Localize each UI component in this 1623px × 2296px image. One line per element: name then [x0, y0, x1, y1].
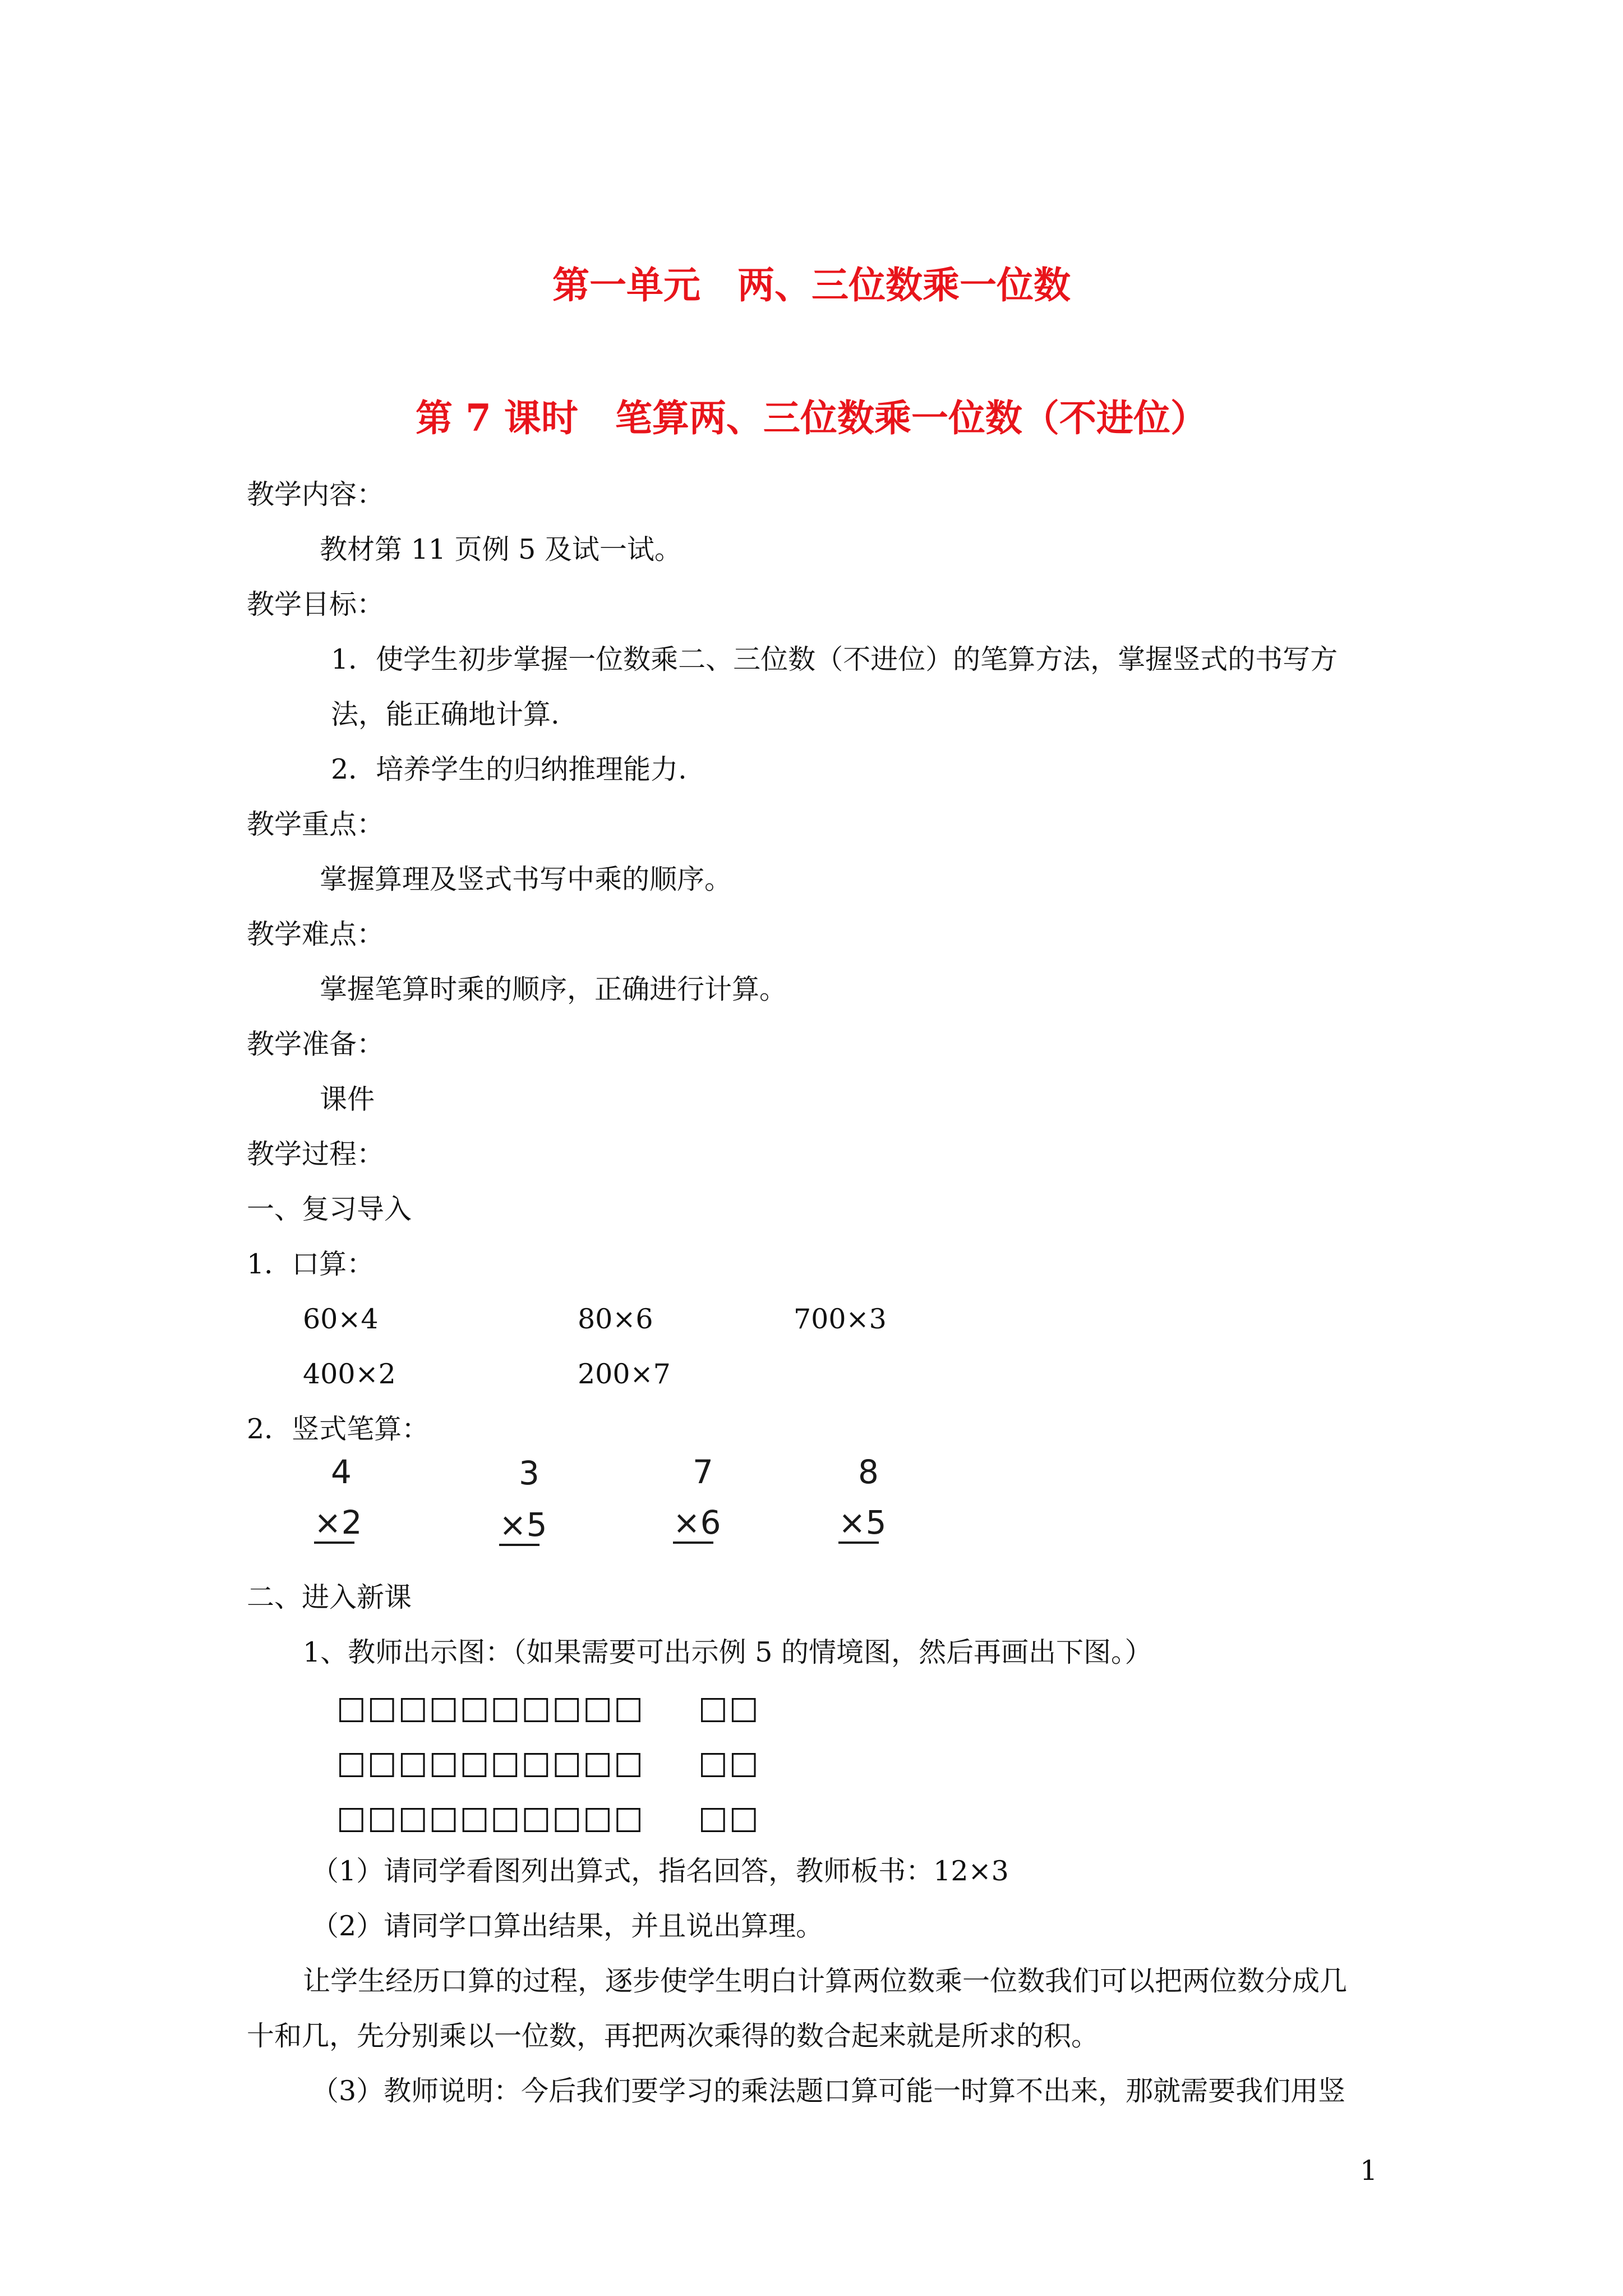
oral-label: 1．口算：: [247, 1248, 375, 1280]
oral-item: 700×3: [794, 1303, 887, 1335]
vertical-label: 2．竖式笔算：: [247, 1413, 430, 1445]
paragraph-line-2: 十和几，先分别乘以一位数，再把两次乘得的数合起来就是所求的积。: [247, 2020, 1099, 2052]
box-row-two: □□: [698, 1690, 760, 1726]
difficulty-label: 教学难点：: [247, 918, 385, 950]
difficulty-text: 掌握笔算时乘的顺序，正确进行计算。: [320, 973, 787, 1005]
key-label: 教学重点：: [247, 808, 385, 840]
box-row-ten: □□□□□□□□□□: [336, 1690, 645, 1726]
vertical-underline: [499, 1544, 540, 1546]
vertical-multiplier: ×5: [838, 1503, 887, 1542]
question-1: （1）请同学看图列出算式，指名回答，教师板书：12×3: [311, 1855, 1009, 1887]
goal-1-line-1: 1．使学生初步掌握一位数乘二、三位数（不进位）的笔算方法，掌握竖式的书写方: [331, 643, 1338, 675]
part-1-heading: 一、复习导入: [247, 1193, 412, 1225]
page-number: 1: [1360, 2155, 1378, 2187]
prep-label: 教学准备：: [247, 1028, 385, 1060]
unit-title: 第一单元 两、三位数乘一位数: [552, 263, 1071, 307]
part-2-heading: 二、进入新课: [247, 1581, 412, 1613]
vertical-underline: [314, 1542, 354, 1544]
goal-1-line-2: 法，能正确地计算.: [331, 698, 560, 730]
vertical-underline: [838, 1542, 879, 1544]
question-2: （2）请同学口算出结果，并且说出算理。: [311, 1910, 824, 1942]
vertical-underline: [673, 1542, 713, 1544]
content-text: 教材第 11 页例 5 及试一试。: [320, 533, 682, 565]
oral-item: 60×4: [303, 1303, 379, 1335]
question-3: （3）教师说明：今后我们要学习的乘法题口算可能一时算不出来，那就需要我们用竖: [311, 2075, 1346, 2107]
vertical-multiplier: ×5: [499, 1506, 547, 1544]
vertical-top-digit: 4: [331, 1453, 352, 1491]
goal-2: 2．培养学生的归纳推理能力.: [331, 753, 687, 785]
vertical-multiplier: ×6: [673, 1503, 721, 1542]
vertical-top-digit: 7: [693, 1453, 713, 1491]
oral-item: 400×2: [303, 1358, 396, 1390]
content-label: 教学内容：: [247, 478, 385, 510]
box-row-two: □□: [698, 1745, 760, 1781]
box-row-two: □□: [698, 1800, 760, 1836]
oral-item: 200×7: [578, 1358, 671, 1390]
box-row-ten: □□□□□□□□□□: [336, 1800, 645, 1836]
box-row-ten: □□□□□□□□□□: [336, 1745, 645, 1781]
paragraph-line-1: 让学生经历口算的过程，逐步使学生明白计算两位数乘一位数我们可以把两位数分成几: [303, 1965, 1348, 1997]
key-text: 掌握算理及竖式书写中乘的顺序。: [320, 863, 732, 895]
lesson-title: 第 7 课时 笔算两、三位数乘一位数（不进位）: [416, 396, 1207, 440]
step-1-text: 1、教师出示图：（如果需要可出示例 5 的情境图，然后再画出下图。）: [303, 1636, 1152, 1668]
vertical-multiplier: ×2: [314, 1503, 362, 1542]
vertical-top-digit: 8: [858, 1453, 879, 1491]
goals-label: 教学目标：: [247, 588, 385, 620]
prep-text: 课件: [320, 1083, 375, 1115]
vertical-top-digit: 3: [519, 1454, 540, 1492]
process-label: 教学过程：: [247, 1138, 385, 1170]
oral-item: 80×6: [578, 1303, 653, 1335]
